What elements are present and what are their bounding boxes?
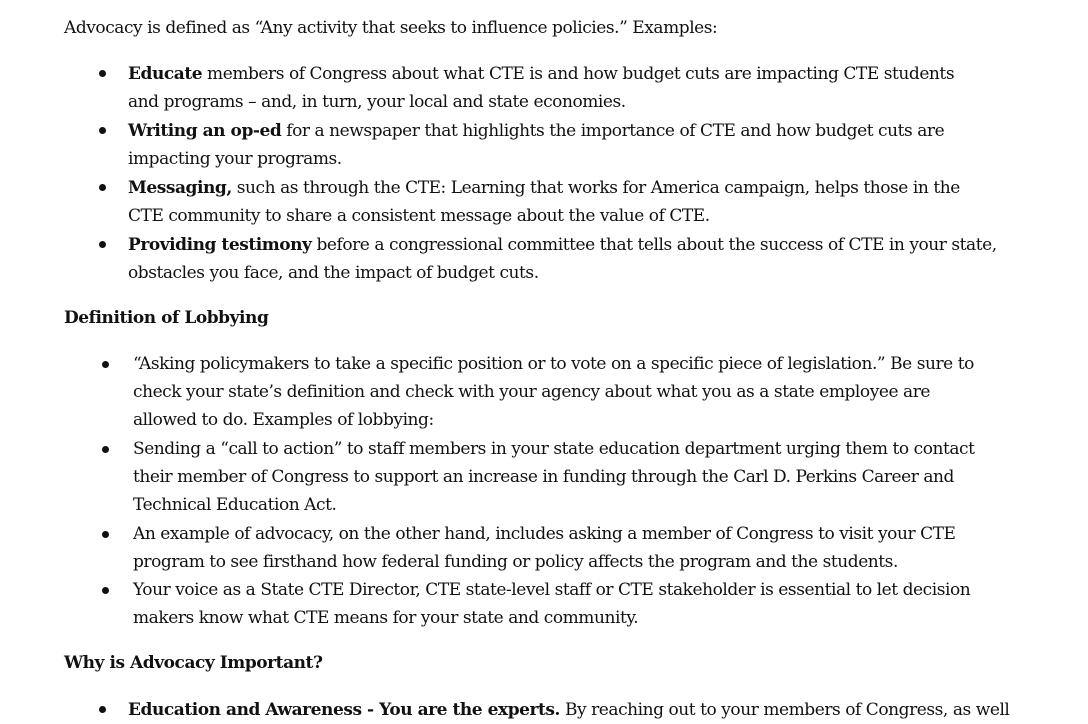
list-item-bold-lead: Writing an op-ed <box>128 121 282 141</box>
list-item-line: makers know what CTE means for your state and community. <box>133 608 639 628</box>
list-item <box>133 520 955 576</box>
list-item-line: “Asking policymakers to take a specific position or to vote on a specific piece of legislation.” Be sure to <box>133 354 974 374</box>
list-item-line: obstacles you face, and the impact of budget cuts. <box>128 263 539 283</box>
list-item <box>133 350 974 434</box>
list-item-line: CTE community to share a consistent message about the value of CTE. <box>128 206 710 226</box>
list-item-line: program to see firsthand how federal funding or policy affects the program and the students. <box>133 552 898 572</box>
list-item-line: impacting your programs. <box>128 149 342 169</box>
list-item-line <box>128 231 997 259</box>
list-item-bold-lead: Messaging, <box>128 178 232 198</box>
list-item-bold-lead: Providing testimony <box>128 235 312 255</box>
bullet-icon <box>99 706 106 713</box>
list-item <box>128 60 954 116</box>
lobbying-heading: Definition of Lobbying <box>64 308 269 328</box>
list-item-text: members of Congress about what CTE is and how budget cuts are impacting CTE students <box>202 64 955 84</box>
bullet-icon <box>102 446 109 453</box>
list-item-line: Technical Education Act. <box>133 495 337 515</box>
list-item <box>128 117 944 173</box>
list-item-line: allowed to do. Examples of lobbying: <box>133 410 434 430</box>
list-item <box>133 435 975 519</box>
list-item-line <box>128 60 954 88</box>
list-item-line: their member of Congress to support an increase in funding through the Carl D. Perkins Career and <box>133 467 954 487</box>
importance-heading: Why is Advocacy Important? <box>64 653 323 673</box>
list-item-line: and programs – and, in turn, your local and state economies. <box>128 92 626 112</box>
bullet-icon <box>102 531 109 538</box>
list-item-line: Sending a “call to action” to staff members in your state education department urging them to contact <box>133 439 975 459</box>
list-item-text: before a congressional committee that tells about the success of CTE in your state, <box>311 235 997 255</box>
list-item-bold-lead: Educate <box>128 64 203 84</box>
bullet-icon <box>99 241 106 248</box>
bullet-icon <box>99 127 106 134</box>
intro-paragraph: Advocacy is defined as “Any activity that seeks to influence policies.” Examples: <box>64 18 718 38</box>
list-item-bold-lead: Education and Awareness - You are the experts. <box>128 700 560 720</box>
list-item-line <box>128 117 944 145</box>
bullet-icon <box>99 184 106 191</box>
list-item-line: Your voice as a State CTE Director, CTE state-level staff or CTE stakeholder is essential to let decision <box>133 580 971 600</box>
list-item <box>128 231 997 287</box>
list-item <box>133 576 970 632</box>
list-item-text: such as through the CTE: Learning that works for America campaign, helps those in the <box>231 178 960 198</box>
bullet-icon <box>102 587 109 594</box>
list-item-text: for a newspaper that highlights the importance of CTE and how budget cuts are <box>281 121 945 141</box>
list-item <box>128 174 960 230</box>
list-item-line: An example of advocacy, on the other hand, includes asking a member of Congress to visit your CTE <box>133 524 956 544</box>
bullet-icon <box>102 361 109 368</box>
list-item-line <box>128 174 960 202</box>
list-item-text: By reaching out to your members of Congress, as well <box>560 700 1010 720</box>
list-item-line: check your state’s definition and check with your agency about what you as a state employee are <box>133 382 930 402</box>
bullet-icon <box>99 70 106 77</box>
